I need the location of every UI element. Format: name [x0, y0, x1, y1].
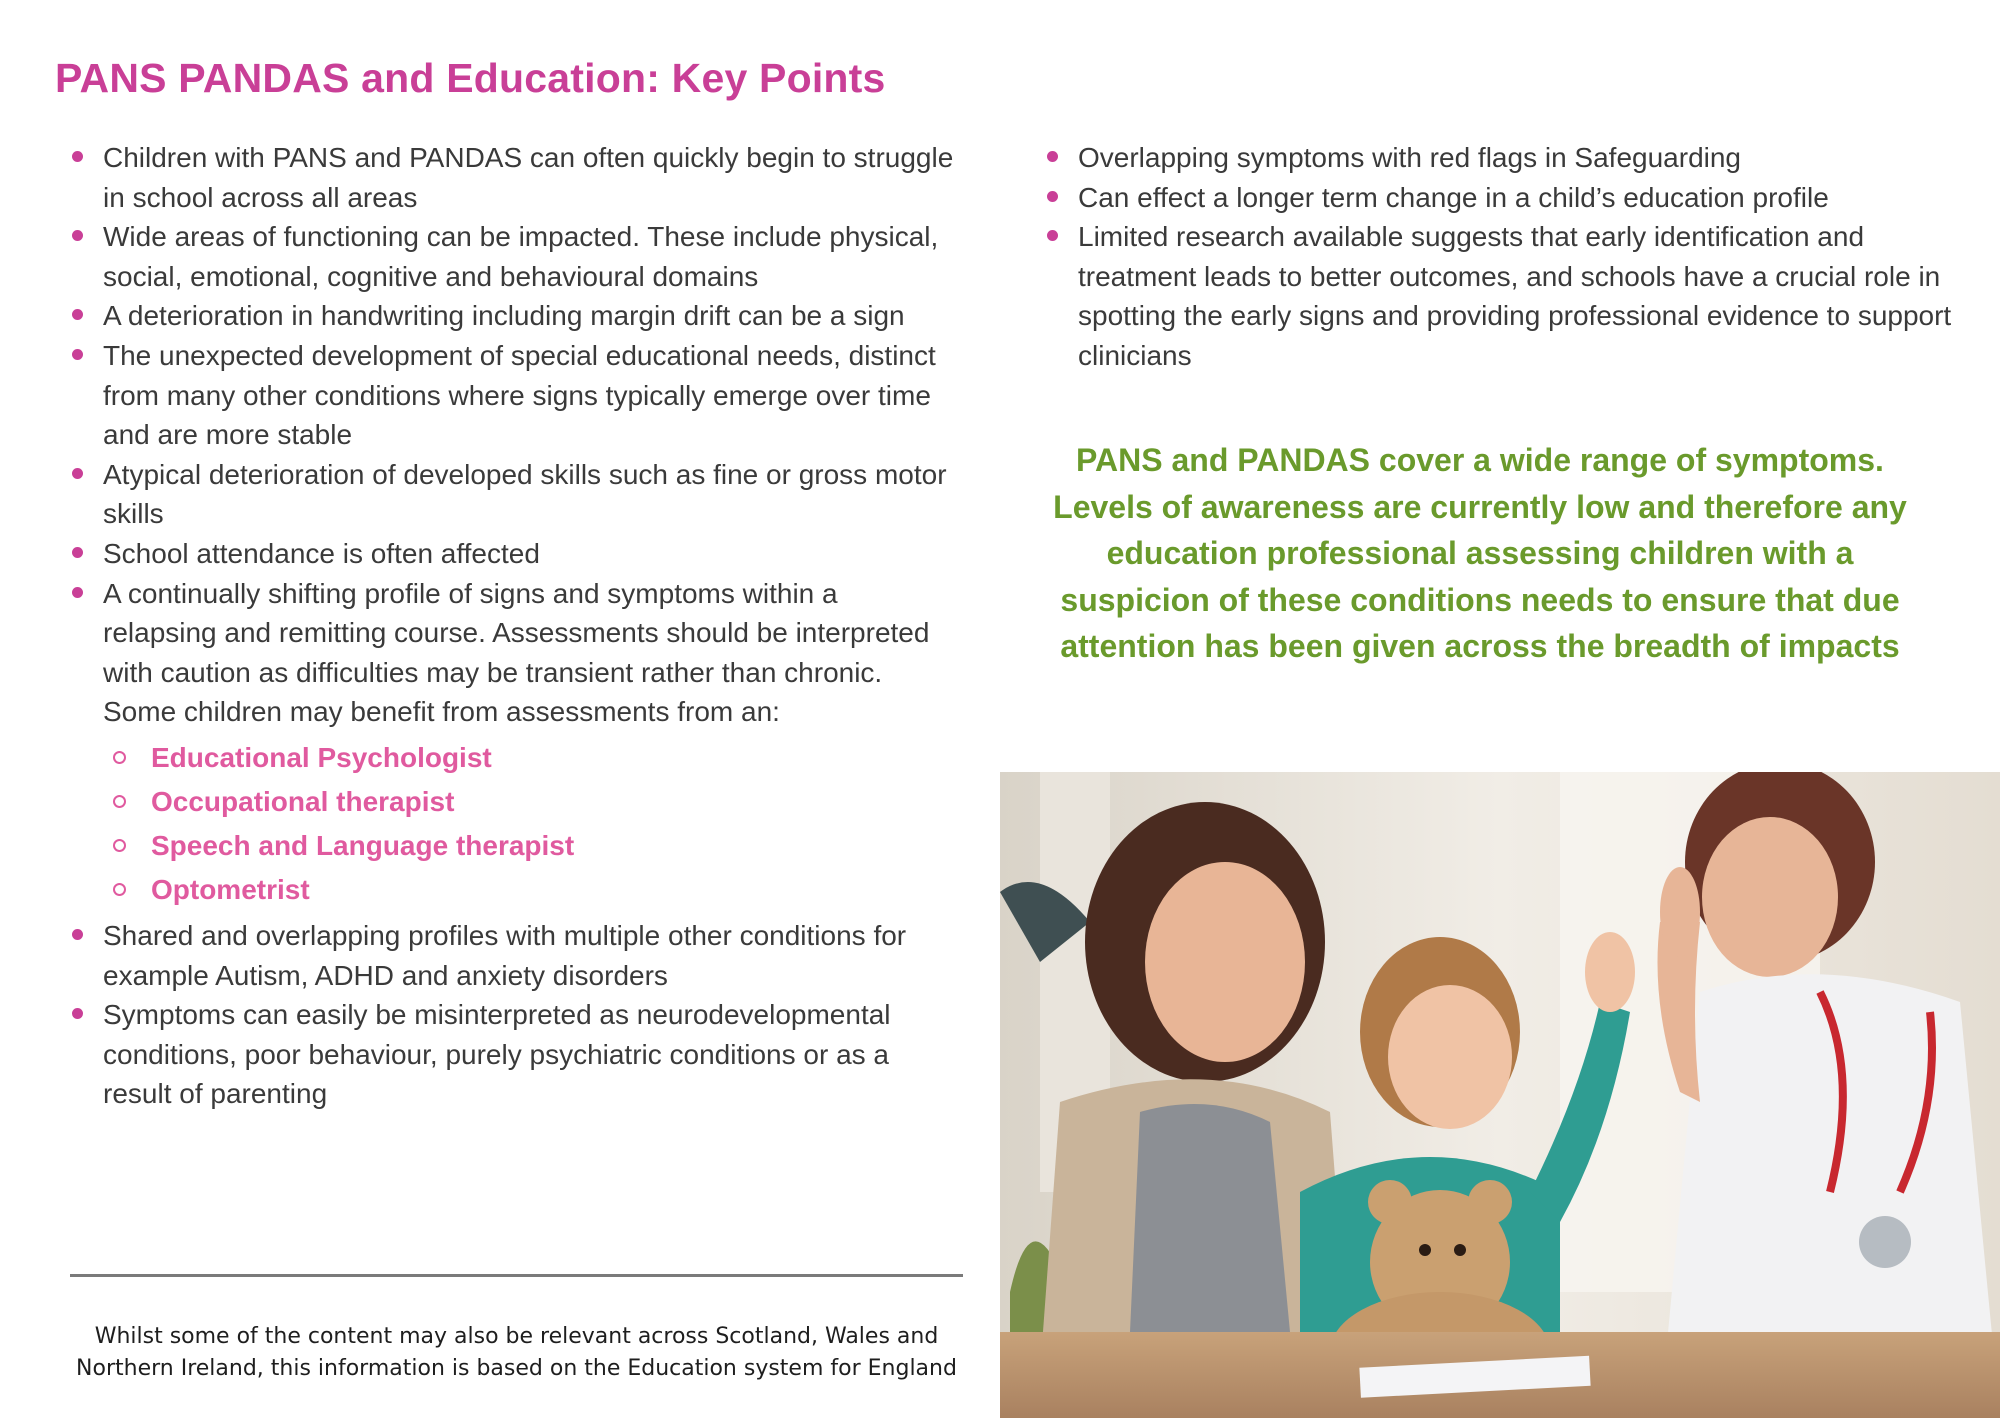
assessor-item	[103, 736, 955, 780]
photo-doctor-high-five	[1000, 772, 2000, 1418]
list-item	[1030, 178, 1970, 218]
key-points-list-right	[1030, 138, 1970, 376]
list-item	[55, 217, 955, 296]
assessor-item	[103, 824, 955, 868]
bullet-text: Limited research available suggests that early identification and treatment leads to better outcomes, and schools have a crucial role in spotting the early signs and providing professional evidence to support clinicians	[1078, 221, 1952, 371]
bullet-text: A deterioration in handwriting including margin drift can be a sign	[103, 300, 905, 332]
assessor-item	[103, 780, 955, 824]
list-item	[55, 138, 955, 217]
bullet-text: The unexpected development of special educational needs, distinct from many other conditions where signs typically emerge over time and are more stable	[103, 339, 936, 451]
bullet-dot-icon	[72, 309, 83, 320]
bullet-dot-icon	[72, 230, 83, 241]
circle-bullet-icon	[113, 751, 126, 764]
left-column	[55, 138, 955, 1114]
assessor-label: Educational Psychologist	[151, 741, 492, 773]
circle-bullet-icon	[113, 883, 126, 896]
bullet-text: School attendance is often affected	[103, 537, 540, 569]
footnote-text: Whilst some of the content may also be relevant across Scotland, Wales and Northern Ireland, this information is based on the Education system for England	[76, 1324, 957, 1381]
bullet-text: Overlapping symptoms with red flags in Safeguarding	[1078, 142, 1742, 173]
bullet-dot-icon	[72, 1008, 83, 1019]
list-item	[55, 995, 955, 1114]
list-item	[55, 296, 955, 336]
bullet-dot-icon	[72, 151, 83, 162]
photo-illustration	[1000, 772, 2000, 1418]
circle-bullet-icon	[113, 795, 126, 808]
bullet-dot-icon	[1047, 230, 1058, 241]
bullet-text: Children with PANS and PANDAS can often quickly begin to struggle in school across all areas	[103, 142, 954, 213]
assessor-list	[103, 736, 955, 912]
list-item	[55, 916, 955, 995]
page-title: PANS PANDAS and Education: Key Points	[55, 55, 886, 101]
bullet-text: Wide areas of functioning can be impacted. These include physical, social, emotional, cognitive and behavioural domains	[103, 221, 939, 292]
right-column	[1030, 138, 1970, 376]
list-item	[1030, 217, 1970, 375]
bullet-text: Symptoms can easily be misinterpreted as neurodevelopmental conditions, poor behaviour, purely psychiatric conditions or as a result of parenting	[103, 999, 891, 1110]
bullet-dot-icon	[72, 587, 83, 598]
bullet-dot-icon	[1047, 191, 1058, 202]
bullet-dot-icon	[72, 547, 83, 558]
bullet-text: A continually shifting profile of signs and symptoms within a relapsing and remitting course. Assessments should be interpreted with caution as difficulties may be transient rather than chronic. Some children may benefit from assessments from an:	[103, 577, 930, 728]
callout-statement: PANS and PANDAS cover a wide range of symptoms. Levels of awareness are currently low and therefore any education professional assessing children with a suspicion of these conditions needs to ensure that due attention has been given across the breadth of impacts	[1053, 442, 1907, 664]
list-item	[1030, 138, 1970, 178]
bullet-dot-icon	[72, 349, 83, 360]
list-item	[55, 336, 955, 455]
list-item	[55, 574, 955, 912]
key-points-list	[55, 138, 955, 1114]
bullet-text: Can effect a longer term change in a child’s education profile	[1078, 181, 1829, 213]
list-item	[55, 534, 955, 574]
bullet-dot-icon	[72, 468, 83, 479]
bullet-text: Atypical deterioration of developed skills such as fine or gross motor skills	[103, 458, 947, 530]
bullet-text: Shared and overlapping profiles with multiple other conditions for example Autism, ADHD and anxiety disorders	[103, 919, 907, 991]
bullet-dot-icon	[72, 929, 83, 940]
assessor-label: Speech and Language therapist	[151, 829, 575, 861]
bullet-dot-icon	[1047, 151, 1058, 162]
footnote-divider	[70, 1274, 963, 1277]
assessor-label: Optometrist	[151, 873, 310, 905]
list-item	[55, 455, 955, 534]
assessor-label: Occupational therapist	[151, 785, 455, 817]
assessor-item	[103, 868, 955, 912]
circle-bullet-icon	[113, 839, 126, 852]
